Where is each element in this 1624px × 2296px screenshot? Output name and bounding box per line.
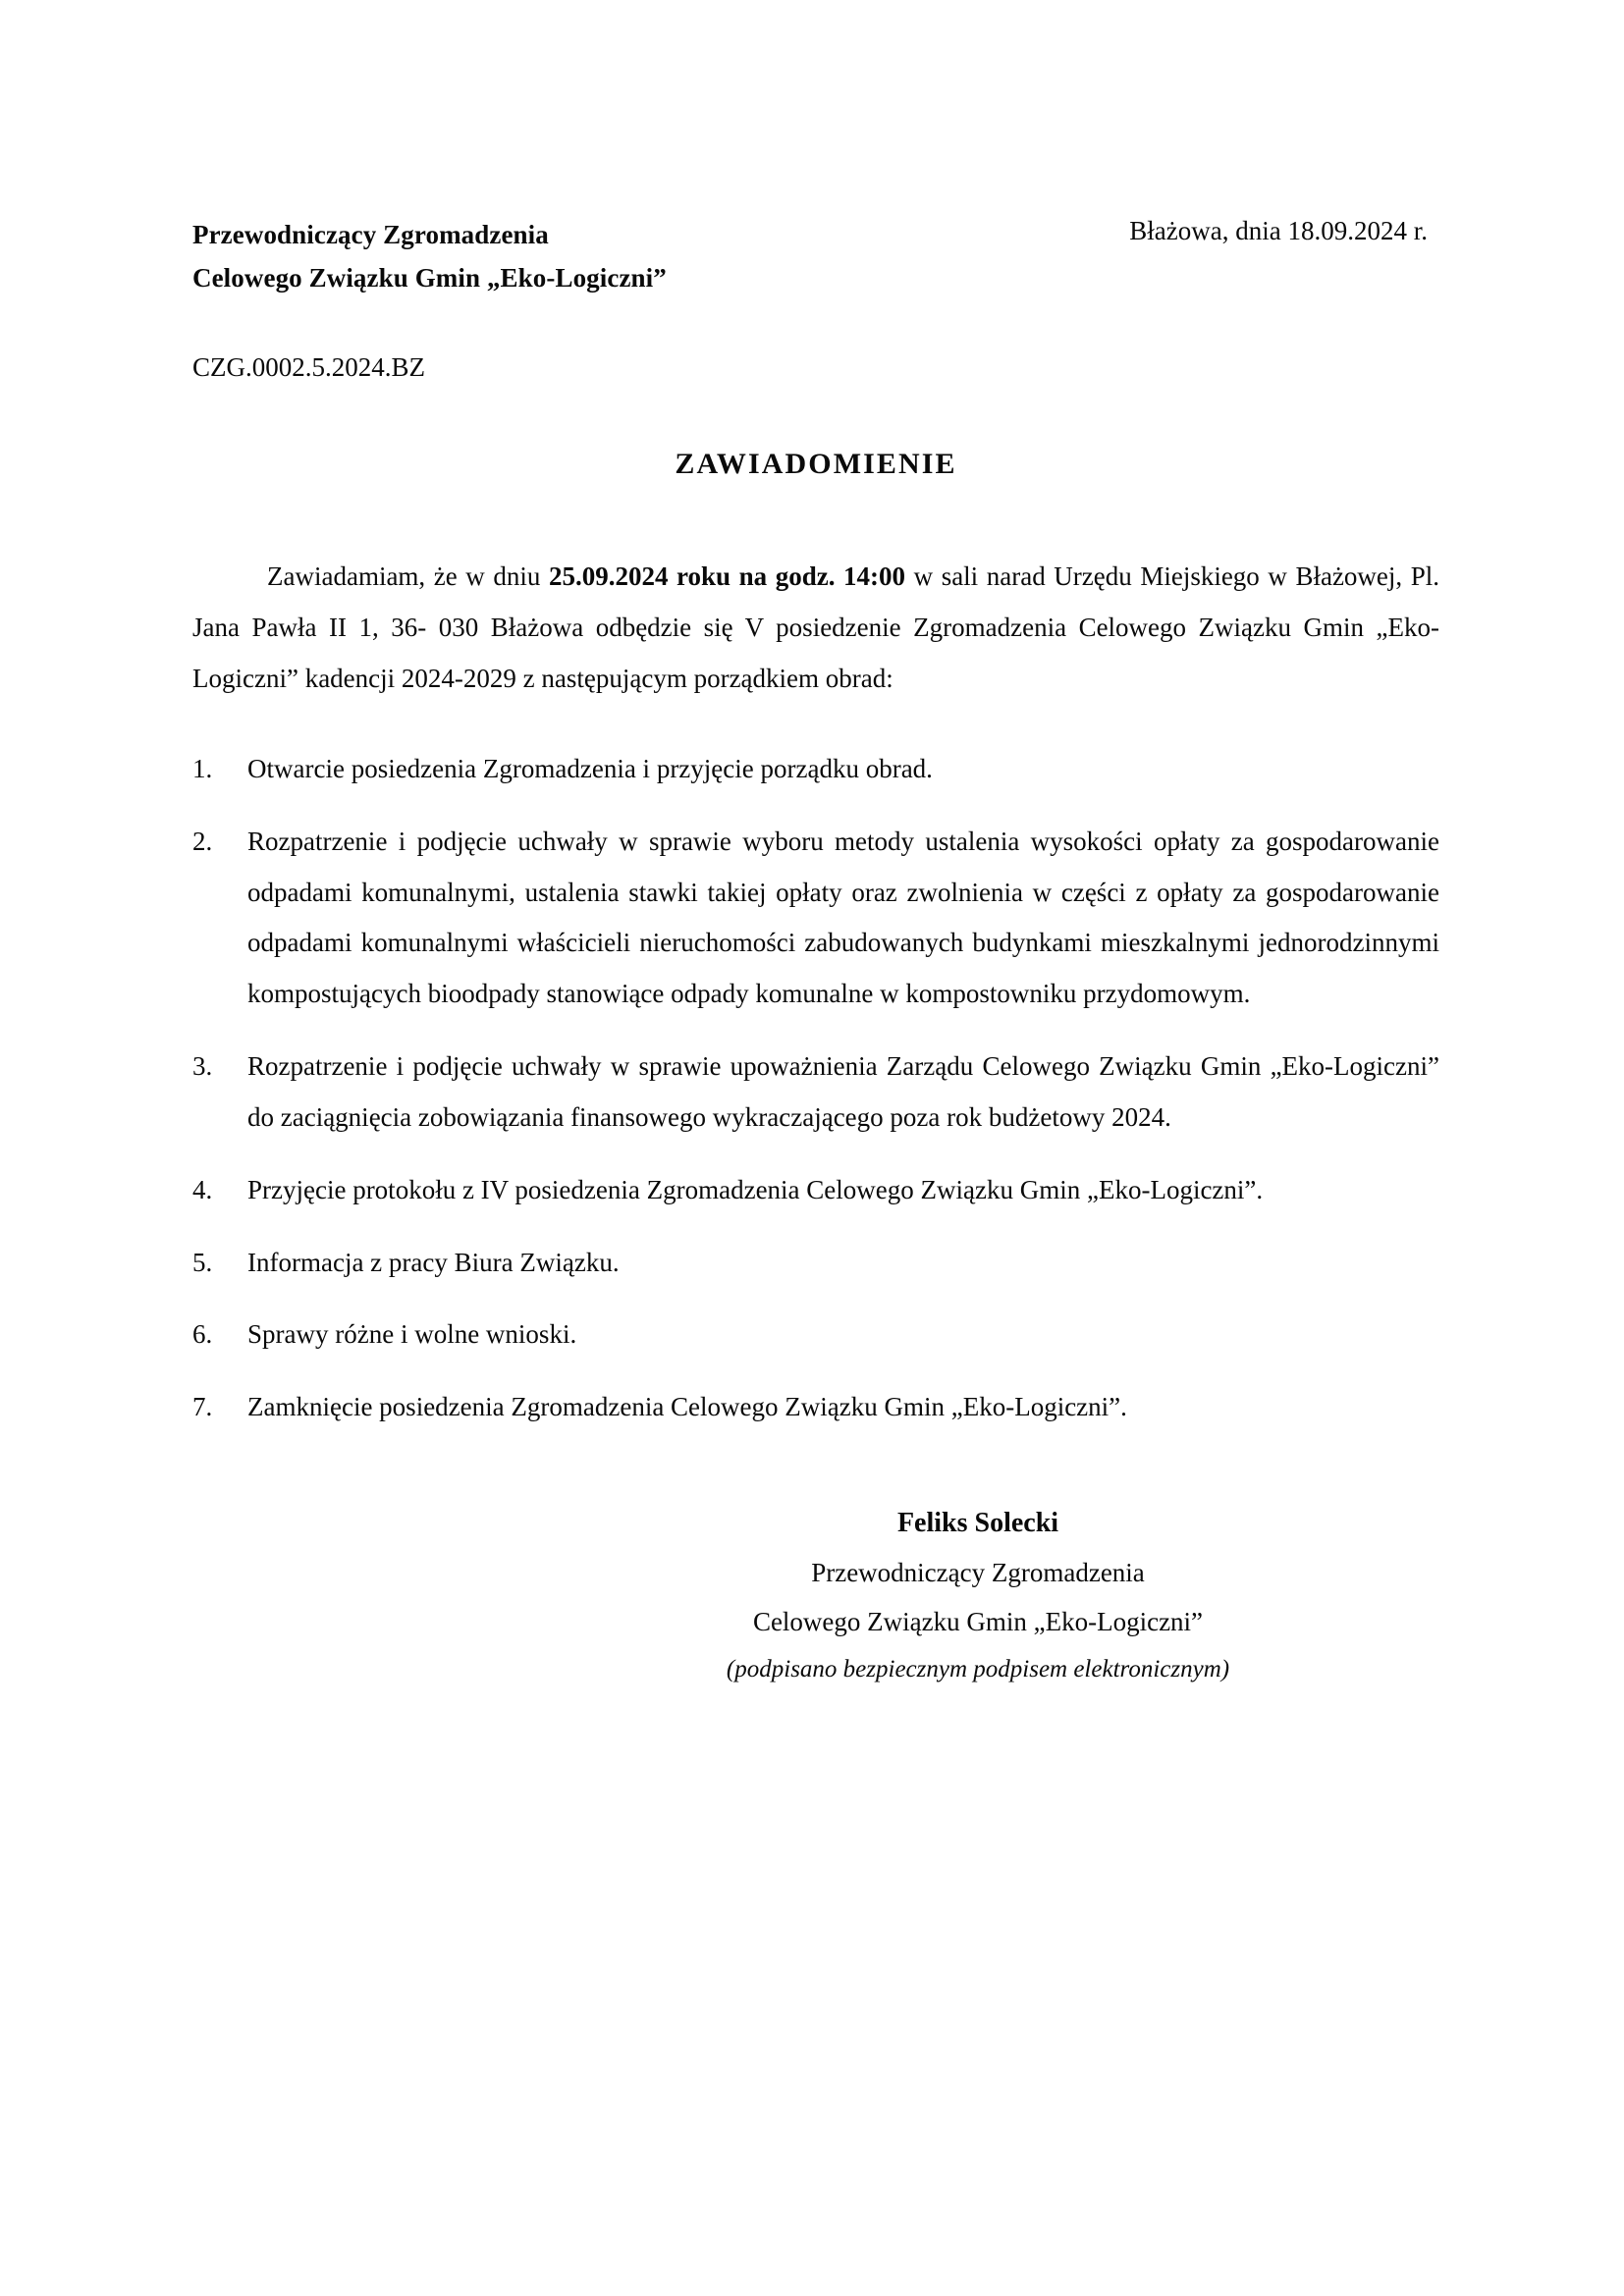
agenda-item-number: 4. [192, 1174, 213, 1204]
agenda-item-number: 1. [192, 753, 213, 783]
agenda-item [192, 1165, 1439, 1216]
letterhead [192, 214, 1439, 299]
sender-organization-line: Celowego Związku Gmin „Eko-Logiczni” [192, 262, 667, 293]
signatory-name: Feliks Solecki [896, 1508, 1059, 1539]
sender-role-line: Przewodniczący Zgromadzenia [192, 220, 549, 249]
agenda-item [192, 1382, 1439, 1433]
agenda-item-number: 7. [192, 1392, 213, 1422]
intro-text-after-date: w sali narad Urzędu Miejskiego w Błażowej, Pl. Jana Pawła II 1, 36- 030 Błażowa odbędzie się V posiedzenie Zgromadzenia Celowego Związku Gmin „Eko- Logiczni” kadencji 2024-2029 z następującym porządkiem obrad: [192, 561, 1440, 694]
intro-text-before-date: Zawiadamiam, że w dniu [267, 561, 549, 592]
agenda-item-text: Rozpatrzenie i podjęcie uchwały w sprawie upoważnienia Zarządu Celowego Związku Gmin „Eko-Logiczni” do zaciągnięcia zobowiązania finansowego wykraczającego poza rok budżetowy 2024. [247, 1051, 1439, 1132]
agenda-item-number: 5. [192, 1247, 213, 1277]
intro-meeting-datetime: 25.09.2024 roku na godz. 14:00 [548, 561, 906, 592]
agenda-item-number: 3. [192, 1051, 213, 1082]
signatory-role-line-1: Przewodniczący Zgromadzenia [811, 1557, 1145, 1587]
intro-paragraph [192, 552, 1439, 704]
electronic-signature-note: (podpisano bezpiecznym podpisem elektronicznym) [726, 1655, 1230, 1682]
place-and-date: Błażowa, dnia 18.09.2024 r. [1129, 216, 1428, 245]
agenda-item [192, 1041, 1439, 1144]
letterhead-sender [192, 214, 965, 299]
agenda-item-text: Rozpatrzenie i podjęcie uchwały w sprawie wyboru metody ustalenia wysokości opłaty za gospodarowanie odpadami komunalnymi, ustalenia stawki takiej opłaty oraz zwolnienia w części z opłaty za gospodarowanie odpadami komunalnymi właścicieli nieruchomości zabudowanych budynkami mieszkalnymi jednorodzinnymi kompostujących bioodpady stanowiące odpady komunalne w kompostowniku przydomowym. [247, 826, 1439, 1009]
page-title: ZAWIADOMIENIE [675, 448, 957, 481]
agenda-item-text: Otwarcie posiedzenia Zgromadzenia i przyjęcie porządku obrad. [247, 753, 933, 783]
agenda-item-text: Zamknięcie posiedzenia Zgromadzenia Celowego Związku Gmin „Eko-Logiczni”. [247, 1392, 1127, 1422]
agenda-item [192, 1309, 1439, 1361]
agenda-item-number: 6. [192, 1319, 213, 1350]
agenda-item [192, 1238, 1439, 1289]
reference-number: CZG.0002.5.2024.BZ [192, 352, 426, 383]
agenda-item [192, 817, 1439, 1020]
agenda-list [192, 744, 1439, 1433]
agenda-item-text: Informacja z pracy Biura Związku. [247, 1247, 620, 1277]
signatory-role-line-2: Celowego Związku Gmin „Eko-Logiczni” [752, 1606, 1204, 1636]
agenda-item-text: Przyjęcie protokołu z IV posiedzenia Zgromadzenia Celowego Związku Gmin „Eko-Logiczni”. [247, 1174, 1264, 1204]
agenda-item-text: Sprawy różne i wolne wnioski. [247, 1319, 577, 1350]
document-content [192, 214, 1439, 1692]
signature-block [192, 1498, 1439, 1692]
agenda-item [192, 744, 1439, 795]
agenda-item-number: 2. [192, 826, 213, 856]
